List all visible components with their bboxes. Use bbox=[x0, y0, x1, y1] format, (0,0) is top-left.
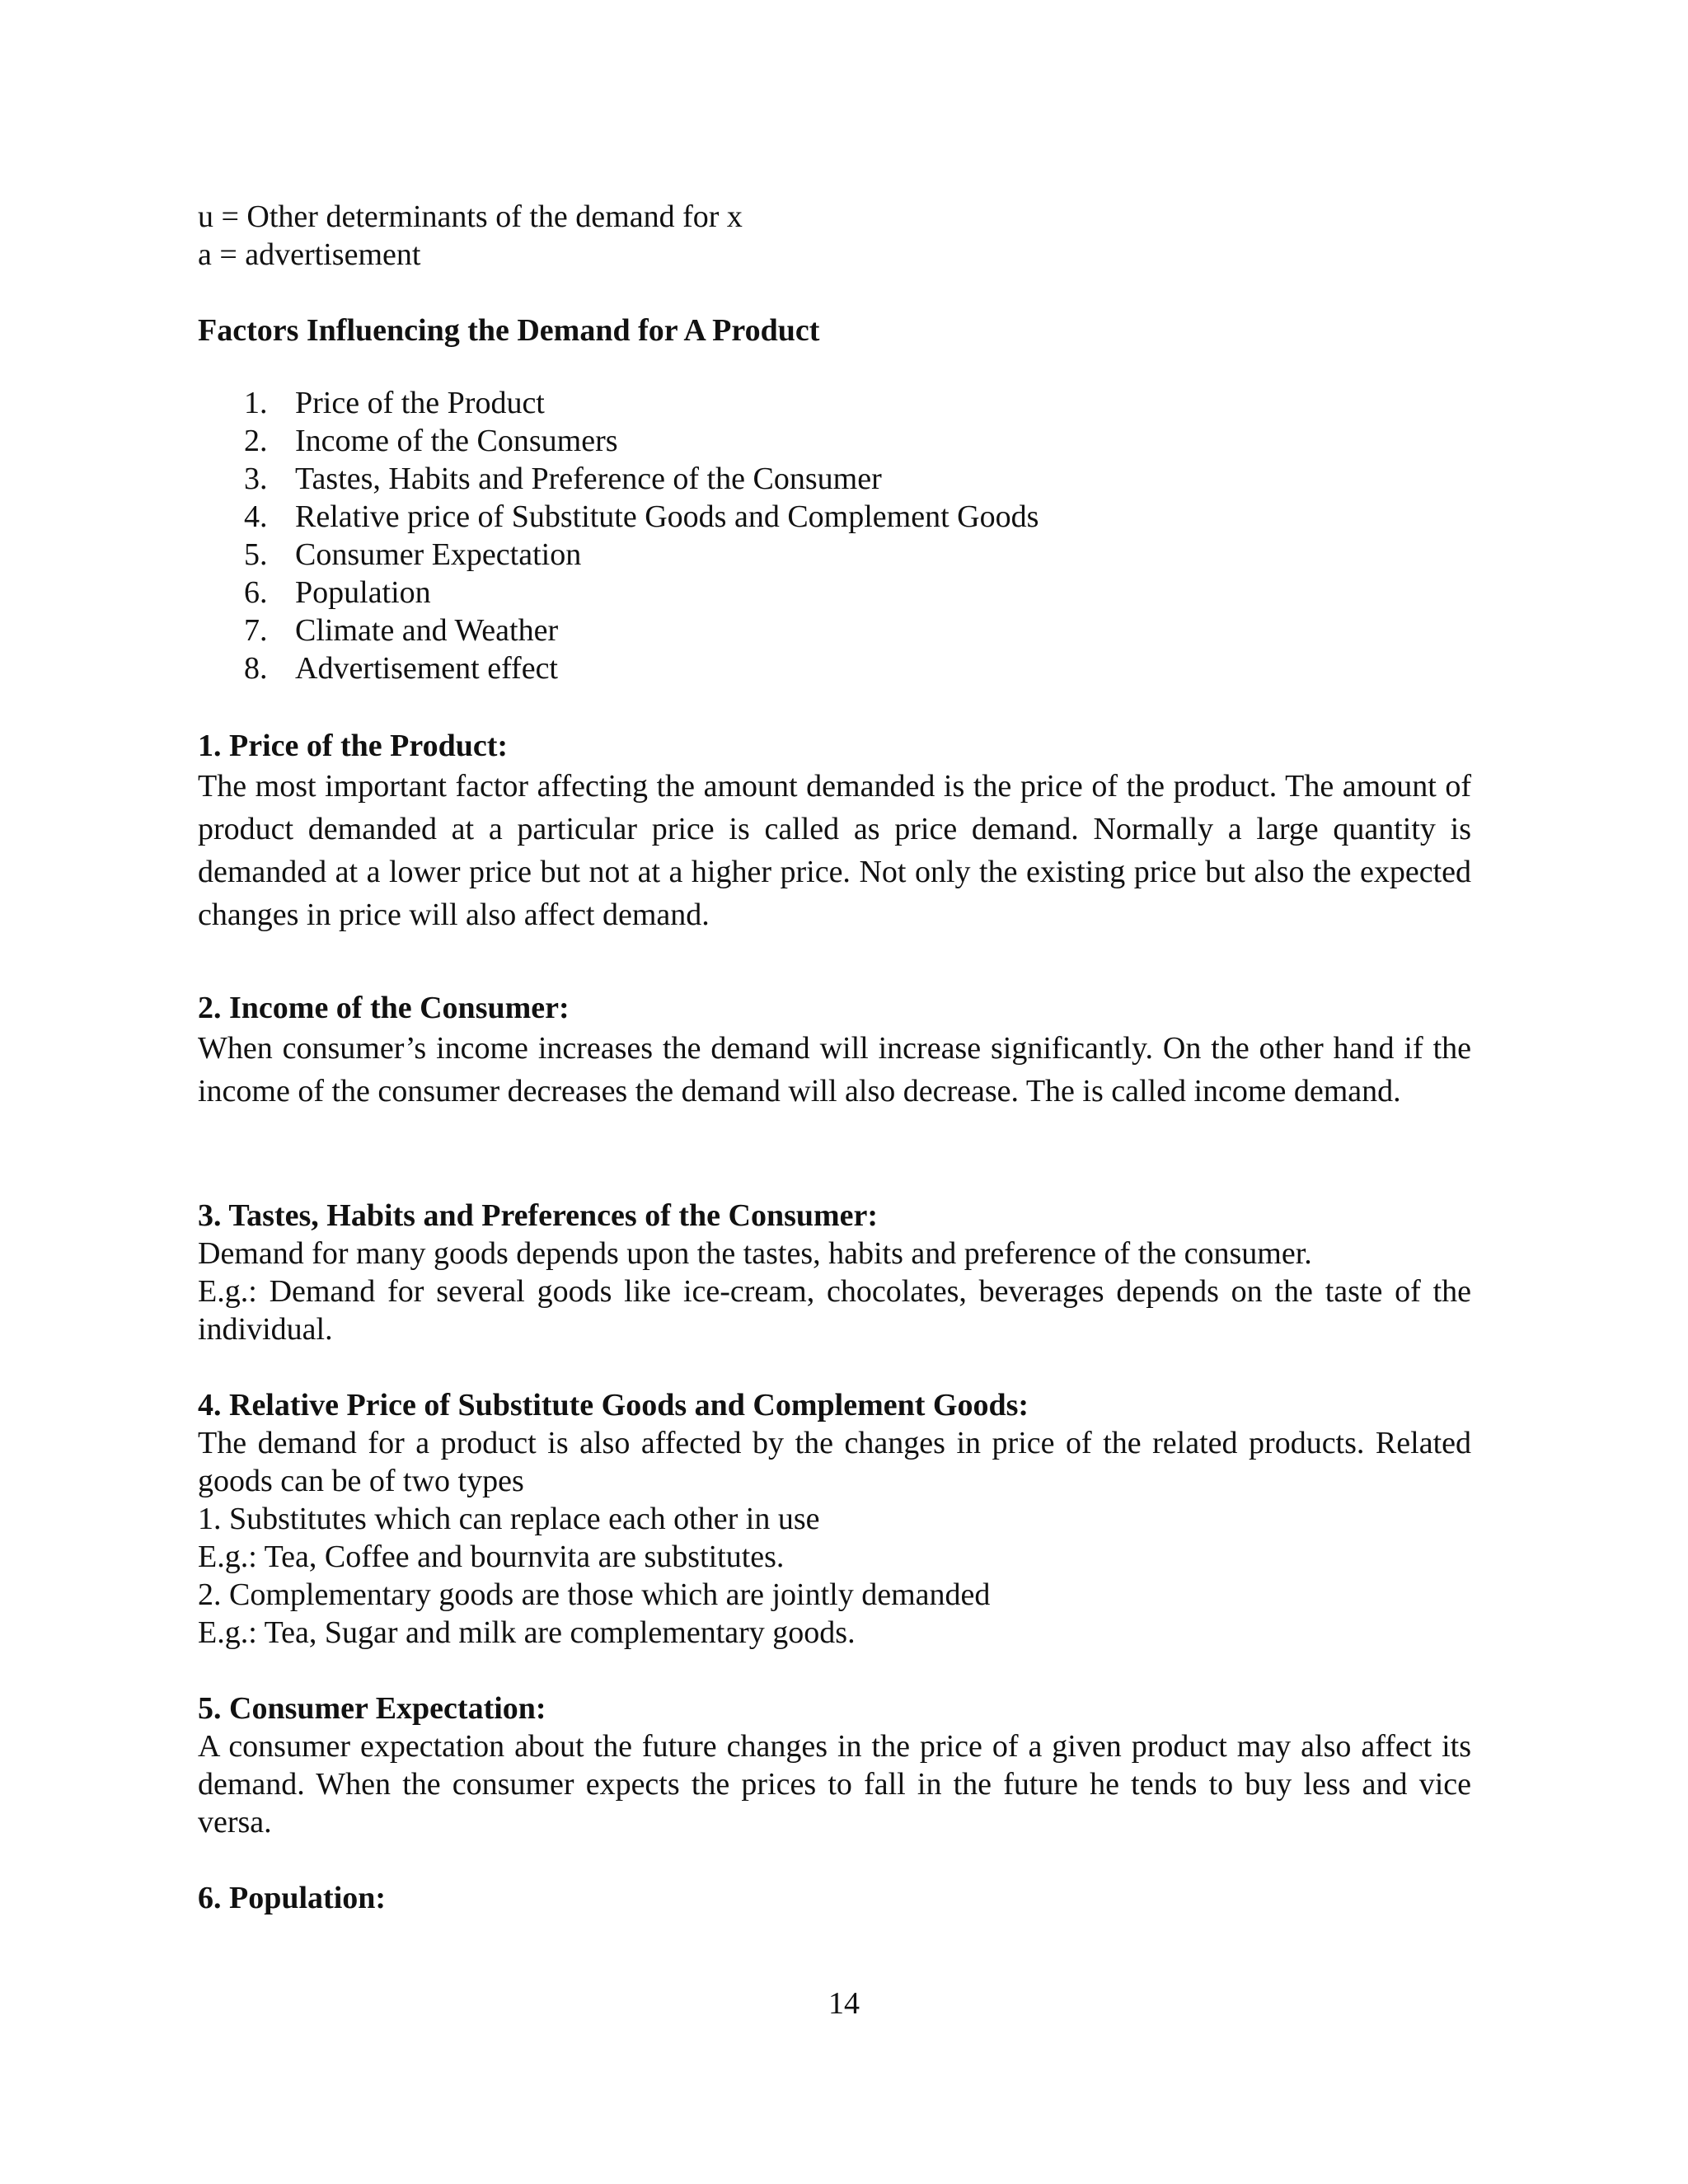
factors-heading: Factors Influencing the Demand for A Product bbox=[198, 313, 820, 348]
section-heading-expectation: 5. Consumer Expectation: bbox=[198, 1691, 546, 1726]
section-body-income: When consumer’s income increases the demand will increase significantly. On the other hand if the income of the consumer decreases the demand will also decrease. The is called income demand. bbox=[198, 1031, 1471, 1108]
list-item: 2. Income of the Consumers bbox=[244, 424, 618, 458]
definition-u: u = Other determinants of the demand for x bbox=[198, 199, 743, 234]
factors-list bbox=[244, 384, 1039, 687]
list-item: 8. Advertisement effect bbox=[244, 651, 558, 686]
section-heading-tastes: 3. Tastes, Habits and Preferences of the Consumer: bbox=[198, 1198, 879, 1233]
section-body-price: The most important factor affecting the amount demanded is the price of the product. The amount of product demanded at a particular price is called as price demand. Normally a large quantity is demanded at a lower price but not at a higher price. Not only the existing price but also the expected changes in price will also affect demand. bbox=[198, 769, 1471, 932]
list-item: 3. Tastes, Habits and Preference of the Consumer bbox=[244, 462, 882, 496]
section-body-expectation: A consumer expectation about the future changes in the price of a given product may also affect its demand. When the consumer expects the prices to fall in the future he tends to buy less and vice versa. bbox=[198, 1729, 1471, 1840]
section-heading-relative: 4. Relative Price of Substitute Goods and Complement Goods: bbox=[198, 1388, 1029, 1422]
section-heading-population: 6. Population: bbox=[198, 1881, 387, 1915]
section-body-relative: The demand for a product is also affected by the changes in price of the related products. Related goods can be of two types bbox=[198, 1426, 1471, 1498]
definition-a: a = advertisement bbox=[198, 237, 421, 272]
section-heading-income: 2. Income of the Consumer: bbox=[198, 991, 570, 1025]
substitutes-line: 1. Substitutes which can replace each other in use bbox=[198, 1502, 820, 1536]
section-body-tastes: E.g.: Demand for several goods like ice-cream, chocolates, beverages depends on the taste of the individual. bbox=[198, 1274, 1471, 1347]
section-heading-price: 1. Price of the Product: bbox=[198, 729, 509, 763]
substitutes-example: E.g.: Tea, Coffee and bournvita are substitutes. bbox=[198, 1540, 785, 1574]
section-line-tastes: Demand for many goods depends upon the tastes, habits and preference of the consumer. bbox=[198, 1236, 1312, 1271]
page-number: 14 bbox=[828, 1986, 860, 2021]
complementary-example: E.g.: Tea, Sugar and milk are complementary goods. bbox=[198, 1615, 856, 1650]
list-item: 1. Price of the Product bbox=[244, 386, 545, 420]
complementary-line: 2. Complementary goods are those which are jointly demanded bbox=[198, 1577, 991, 1612]
list-item: 7. Climate and Weather bbox=[244, 613, 559, 648]
list-item: 5. Consumer Expectation bbox=[244, 537, 582, 572]
list-item: 6. Population bbox=[244, 575, 431, 610]
list-item: 4. Relative price of Substitute Goods and Complement Goods bbox=[244, 499, 1039, 534]
